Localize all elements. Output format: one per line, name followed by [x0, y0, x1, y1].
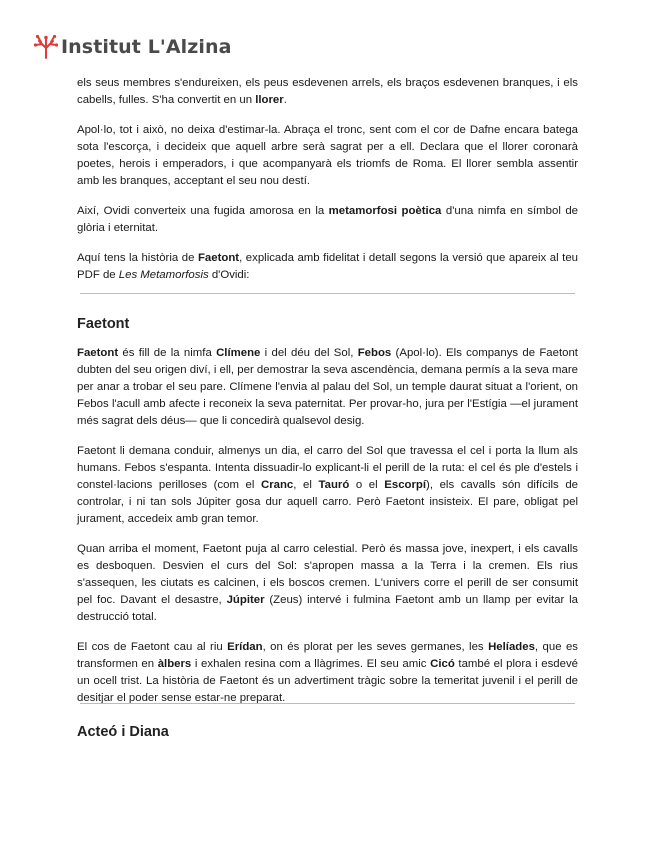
section-faetont-body	[77, 345, 578, 707]
paragraph: Així, Ovidi converteix una fugida amorosa en la metamorfosi poètica d'una nimfa en símbol de glòria i eternitat.	[77, 205, 578, 234]
divider	[80, 703, 575, 704]
paragraph: els seus membres s'endureixen, els peus esdevenen arrels, els braços esdevenen branques, i els cabells, fulles. S'ha convertit en un llorer.	[77, 77, 578, 106]
paragraph: El cos de Faetont cau al riu Erídan, on és plorat per les seves germanes, les Helíades, que es transformen en àlbers i exhalen resina com a llàgrimes. El seu amic Cicó també el plora i esdevé un ocell trist. La història de Faetont és un advertiment tràgic sobre la temeritat juvenil i el perill de desitjar el poder sense estar-ne preparat.	[77, 641, 579, 704]
paragraph: Aquí tens la història de Faetont, explicada amb fidelitat i detall segons la versió que apareix al teu PDF de Les Metamorfosis d'Ovidi:	[77, 252, 578, 281]
header-logo	[33, 34, 232, 60]
tree-icon	[33, 34, 59, 60]
paragraph: Apol·lo, tot i això, no deixa d'estimar-la. Abraça el tronc, sent com el cor de Dafne encara batega sota l'escorça, i decideix que aquell arbre serà sagrat per a ell. Declara que el llorer coronarà poetes, herois i emperadors, i que acompanyarà els triomfs de Roma. El llorer sembla assentir amb les branques, acceptant el seu nou destí.	[77, 124, 578, 187]
section-heading: Acteó i Diana	[77, 724, 169, 740]
paragraph: Faetont és fill de la nimfa Clímene i del déu del Sol, Febos (Apol·lo). Els companys de Faetont dubten del seu origen diví, i ell, per demostrar la seva ascendència, demana permís a la seva mare per anar a trobar el seu pare. Clímene l'envia al palau del Sol, un temple daurat situat a l'orient, on Febos l'acull amb afecte i reconeix la seva paternitat. Per provar-ho, jura per l'Estígia —el jurament més sagrat dels déus— que li concedirà qualsevol desig.	[77, 347, 578, 427]
divider	[80, 293, 575, 294]
paragraph: Quan arriba el moment, Faetont puja al carro celestial. Però és massa jove, inexpert, i els cavalls es desboquen. Desvien el curs del Sol: s'apropen massa a la Terra i la cremen. Els rius s'assequen, les ciutats es calcinen, i els boscos cremen. L'univers corre el perill de ser consumit pel foc. Davant el desastre, Júpiter (Zeus) intervé i fulmina Faetont amb un llamp per evitar la destrucció total.	[77, 543, 578, 623]
paragraph: Faetont li demana conduir, almenys un dia, el carro del Sol que travessa el cel i porta la llum als humans. Febos s'espanta. Intenta dissuadir-lo explicant-li el perill de la ruta: el cel és ple d'estels i constel·lacions perilloses (com el Cranc, el Tauró o el Escorpí), els cavalls són difícils de controlar, i ni tan sols Júpiter gosa dur aquell carro. Però Faetont insisteix. El pare, obligat pel jurament, accedeix amb gran temor.	[77, 445, 578, 525]
section-heading: Faetont	[77, 316, 130, 332]
intro-block	[77, 75, 578, 284]
brand-name: Institut L'Alzina	[61, 36, 232, 58]
